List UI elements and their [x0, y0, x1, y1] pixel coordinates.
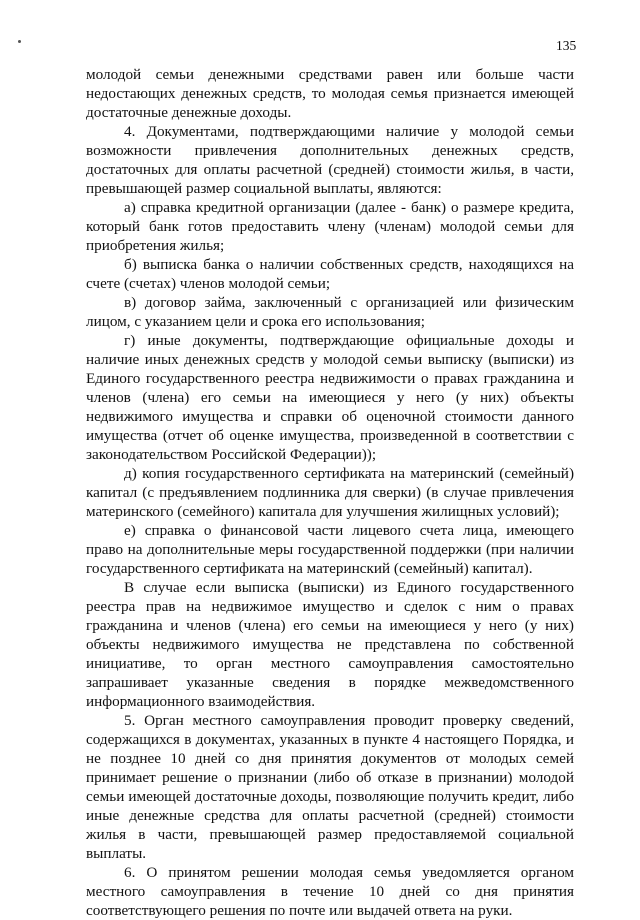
- paragraph-item-6: 6. О принятом решении молодая семья уведомляется органом местного самоуправления в течение 10 дней со дня принятия соответствующего решения по почте или выдачей ответа на руки.: [86, 864, 574, 919]
- paragraph-continuation: молодой семьи денежными средствами равен или больше части недостающих денежных средств, то молодая семья признается имеющей достаточные денежные доходы.: [86, 66, 574, 121]
- paragraph-item-5: 5. Орган местного самоуправления проводит проверку сведений, содержащихся в документах, указанных в пункте 4 настоящего Порядка, и не позднее 10 дней со дня принятия документов от молодых семей принимает решение о признании (либо об отказе в признании) молодой семьи имеющей достаточные доходы, позволяющие получить кредит, либо иные денежные средства для оплаты расчетной (средней) стоимости жилья в части, превышающей размер предоставляемой социальной выплаты.: [86, 712, 574, 862]
- paragraph-subitem-v: в) договор займа, заключенный с организацией или физическим лицом, с указанием цели и срока его использования;: [86, 294, 574, 330]
- scan-speck: [18, 40, 21, 43]
- paragraph-subitem-a: а) справка кредитной организации (далее - банк) о размере кредита, который банк готов предоставить члену (членам) молодой семьи для приобретения жилья;: [86, 199, 574, 254]
- document-body: [86, 65, 574, 920]
- paragraph-subitem-g: г) иные документы, подтверждающие официальные доходы и наличие иных денежных средств у молодой семьи выписку (выписки) из Единого государственного реестра недвижимости о правах гражданина и членов (члена) его семьи на имеющиеся у него (у них) объекты недвижимого имущества и справки об оценочной стоимости данного имущества (отчет об оценке имущества, произведенной в соответствии с законодательством Российской Федерации));: [86, 332, 574, 463]
- paragraph-subitem-e: е) справка о финансовой части лицевого счета лица, имеющего право на дополнительные меры государственной поддержки (при наличии государственного сертификата на материнский (семейный) капитал).: [86, 522, 574, 577]
- paragraph-registry-note: В случае если выписка (выписки) из Единого государственного реестра прав на недвижимое имущество и сделок с ним о правах гражданина и членов (члена) его семьи на имеющиеся у него (у них) объекты недвижимого имущества не представлена по собственной инициативе, то орган местного самоуправления самостоятельно запрашивает указанные сведения в порядке межведомственного информационного взаимодействия.: [86, 579, 574, 710]
- paragraph-subitem-d: д) копия государственного сертификата на материнский (семейный) капитал (с предъявлением подлинника для сверки) (в случае привлечения материнского (семейного) капитала для улучшения жилищных условий);: [86, 465, 574, 520]
- paragraph-item-4: 4. Документами, подтверждающими наличие у молодой семьи возможности привлечения дополнительных денежных средств, достаточных для оплаты расчетной (средней) стоимости жилья, в части, превышающей размер социальной выплаты, являются:: [86, 123, 574, 197]
- paragraph-subitem-b: б) выписка банка о наличии собственных средств, находящихся на счете (счетах) членов молодой семьи;: [86, 256, 574, 292]
- page-number: 135: [556, 38, 577, 53]
